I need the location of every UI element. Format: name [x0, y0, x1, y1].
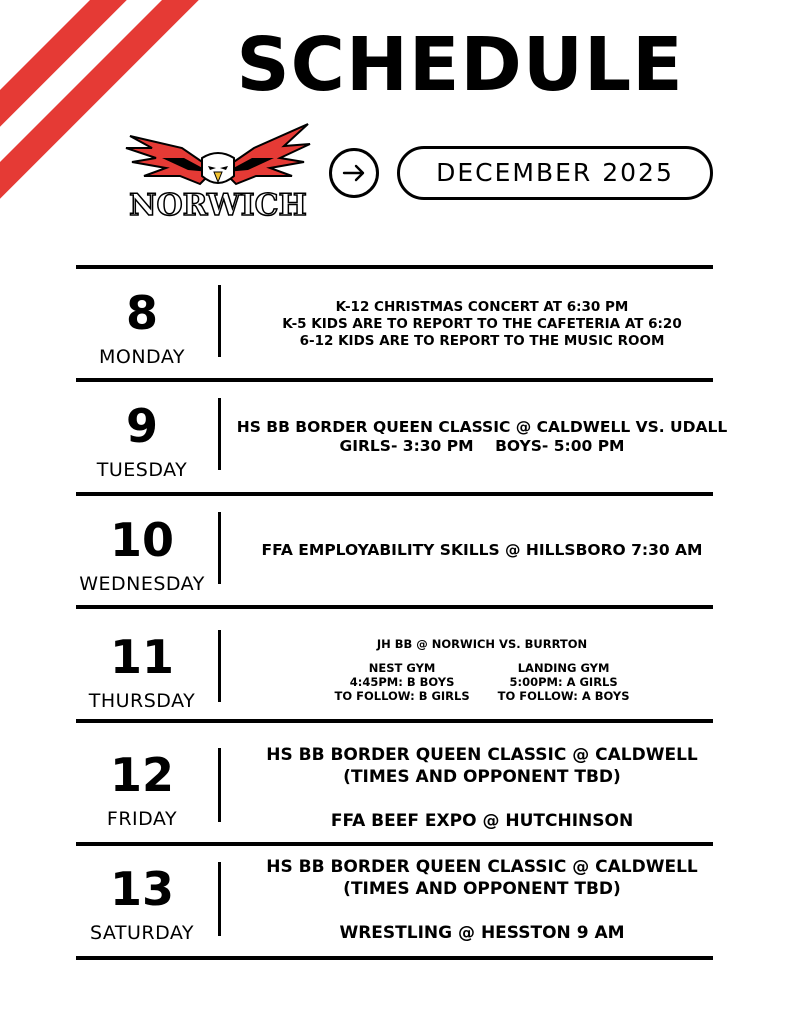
day-number: 12 — [109, 748, 174, 802]
event-item: (TIMES AND OPPONENT TBD) — [343, 767, 621, 787]
divider — [76, 842, 713, 846]
day-cell — [76, 286, 208, 368]
divider — [76, 492, 713, 496]
day-number: 13 — [109, 862, 174, 916]
divider — [76, 378, 713, 382]
day-name: WEDNESDAY — [79, 573, 205, 595]
event-item: HS BB BORDER QUEEN CLASSIC @ CALDWELL VS. UDALL — [236, 418, 728, 436]
event-item: WRESTLING @ HESSTON 9 AM — [339, 923, 625, 943]
day-cell — [76, 748, 208, 830]
event-list — [222, 744, 742, 832]
event-list — [222, 541, 742, 560]
separator — [218, 748, 221, 822]
day-number: 9 — [125, 399, 158, 453]
event-item: (TIMES AND OPPONENT TBD) — [343, 879, 621, 899]
separator — [218, 398, 221, 470]
separator — [218, 512, 221, 584]
gym-name: LANDING GYM — [517, 661, 610, 675]
divider — [76, 719, 713, 723]
gym-line: 4:45PM: B BOYS — [349, 675, 455, 689]
gym-column — [498, 661, 630, 703]
event-list — [222, 418, 742, 456]
separator — [218, 630, 221, 702]
day-name: TUESDAY — [96, 459, 188, 481]
day-cell — [76, 630, 208, 712]
day-number: 10 — [109, 513, 174, 567]
day-name: FRIDAY — [106, 808, 178, 830]
day-name: MONDAY — [99, 346, 185, 368]
event-item: GIRLS- 3:30 PM BOYS- 5:00 PM — [339, 437, 625, 455]
day-cell — [76, 513, 208, 595]
gym-line: TO FOLLOW: B GIRLS — [334, 689, 470, 703]
next-month-button[interactable] — [329, 148, 379, 198]
day-cell — [76, 399, 208, 481]
divider — [76, 956, 713, 960]
day-number: 11 — [109, 630, 174, 684]
event-item: 6-12 KIDS ARE TO REPORT TO THE MUSIC ROOM — [299, 333, 665, 349]
gym-column — [334, 661, 469, 703]
gym-name: NEST GYM — [368, 661, 436, 675]
day-number: 8 — [125, 286, 158, 340]
month-label: DECEMBER 2025 — [397, 146, 713, 200]
event-item: K-5 KIDS ARE TO REPORT TO THE CAFETERIA AT 6:20 — [282, 316, 682, 332]
gym-columns — [222, 661, 742, 703]
day-cell — [76, 862, 208, 944]
logo-text: NORWICH — [129, 188, 307, 223]
event-headline: JH BB @ NORWICH VS. BURRTON — [376, 637, 588, 651]
event-item: FFA BEEF EXPO @ HUTCHINSON — [330, 811, 634, 831]
event-item: K-12 CHRISTMAS CONCERT AT 6:30 PM — [335, 299, 629, 315]
event-list — [222, 856, 742, 944]
eagle-logo-icon — [122, 118, 314, 228]
page-title: SCHEDULE — [236, 22, 684, 108]
gym-line: 5:00PM: A GIRLS — [509, 675, 618, 689]
event-item: FFA EMPLOYABILITY SKILLS @ HILLSBORO 7:30 AM — [261, 541, 703, 559]
day-name: THURSDAY — [88, 690, 196, 712]
divider — [76, 605, 713, 609]
separator — [218, 285, 221, 357]
divider — [76, 265, 713, 269]
arrow-right-icon — [342, 161, 366, 185]
event-item: HS BB BORDER QUEEN CLASSIC @ CALDWELL — [266, 857, 698, 877]
event-item: HS BB BORDER QUEEN CLASSIC @ CALDWELL — [266, 745, 698, 765]
event-list — [222, 299, 742, 350]
separator — [218, 862, 221, 936]
event-list — [222, 637, 742, 703]
day-name: SATURDAY — [89, 922, 195, 944]
gym-line: TO FOLLOW: A BOYS — [497, 689, 630, 703]
